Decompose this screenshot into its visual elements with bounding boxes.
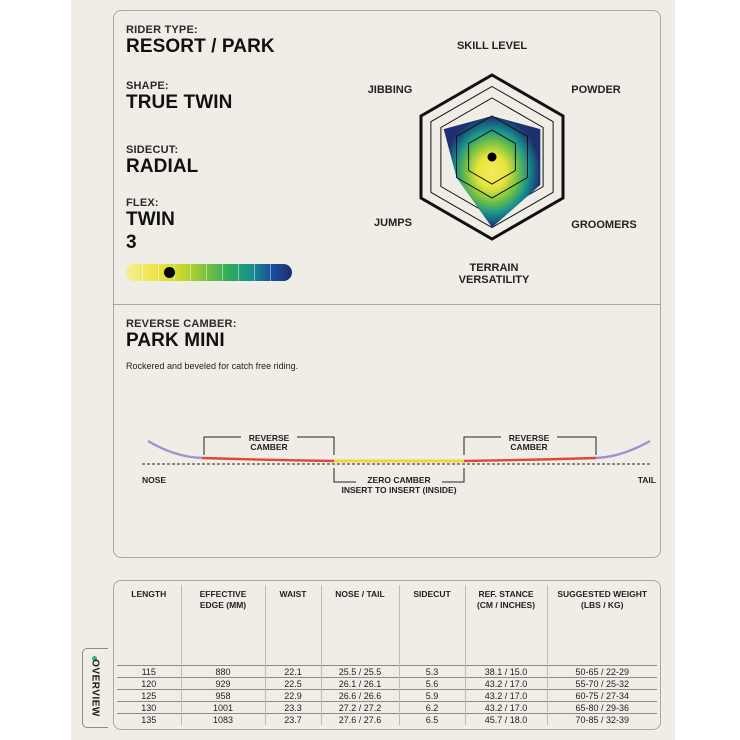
panel-divider: [113, 304, 661, 305]
flex-marker-dot: [164, 267, 175, 278]
column-header: [321, 585, 399, 666]
column-header: [547, 585, 657, 666]
rider-radar-chart: [360, 30, 660, 290]
flex-label: FLEX:: [126, 197, 159, 209]
table-cell: 115: [117, 666, 181, 678]
table-cell: 130: [117, 702, 181, 714]
table-cell: 50-65 / 22-29: [547, 666, 657, 678]
column-header-line: EDGE (MM): [199, 600, 247, 610]
flex-value: TWIN: [126, 209, 175, 230]
axis-label-terrain: TERRAIN: [469, 262, 519, 274]
rocker-right-profile: [464, 458, 596, 461]
camber-type-label: REVERSE CAMBER:: [126, 318, 237, 330]
flex-rating: 3: [126, 232, 137, 253]
column-header-line: (LBS / KG): [581, 600, 624, 610]
table-cell: 958: [181, 690, 265, 702]
radar-data-shape: [444, 116, 541, 228]
table-cell: 70-85 / 32-39: [547, 714, 657, 726]
table-row: [117, 666, 657, 678]
insert-label: INSERT TO INSERT (INSIDE): [341, 485, 457, 495]
table-row: [117, 678, 657, 690]
table-cell: 43.2 / 17.0: [465, 678, 547, 690]
table-cell: 120: [117, 678, 181, 690]
column-header-line: SUGGESTED WEIGHT: [557, 589, 648, 599]
table-cell: 25.5 / 25.5: [321, 666, 399, 678]
table-cell: 1001: [181, 702, 265, 714]
left-camber-label: CAMBER: [250, 442, 288, 452]
rider-type-label: RIDER TYPE:: [126, 24, 198, 36]
table-cell: 5.3: [399, 666, 465, 678]
axis-label-skill-level: SKILL LEVEL: [456, 40, 528, 52]
right-camber-label: CAMBER: [510, 442, 548, 452]
rider-type-value: RESORT / PARK: [126, 36, 275, 57]
camber-description: Rockered and beveled for catch free riding.: [126, 361, 299, 371]
column-header: [117, 585, 181, 666]
overview-tab-label: OVERVIEW: [89, 659, 101, 717]
column-header: [399, 585, 465, 666]
table-cell: 60-75 / 27-34: [547, 690, 657, 702]
table-cell: 22.1: [265, 666, 321, 678]
size-spec-table: [117, 585, 657, 725]
left-reverse-label: REVERSE: [248, 433, 290, 443]
table-cell: 1083: [181, 714, 265, 726]
table-cell: 27.6 / 27.6: [321, 714, 399, 726]
table-cell: 27.2 / 27.2: [321, 702, 399, 714]
axis-label-groomers: GROOMERS: [571, 219, 637, 231]
table-cell: 38.1 / 15.0: [465, 666, 547, 678]
table-cell: 125: [117, 690, 181, 702]
table-cell: 6.5: [399, 714, 465, 726]
column-header: [465, 585, 547, 666]
table-cell: 5.6: [399, 678, 465, 690]
table-row: [117, 690, 657, 702]
column-header: [181, 585, 265, 666]
table-row: [117, 702, 657, 714]
table-row: [117, 714, 657, 726]
shape-label: SHAPE:: [126, 80, 169, 92]
table-cell: 43.2 / 17.0: [465, 690, 547, 702]
table-cell: 6.2: [399, 702, 465, 714]
table-cell: 43.2 / 17.0: [465, 702, 547, 714]
table-cell: 135: [117, 714, 181, 726]
table-cell: 22.9: [265, 690, 321, 702]
right-reverse-label: REVERSE: [508, 433, 550, 443]
column-header-line: SIDECUT: [413, 589, 451, 599]
table-cell: 26.1 / 26.1: [321, 678, 399, 690]
table-cell: 23.7: [265, 714, 321, 726]
camber-profile-diagram: [130, 420, 660, 500]
column-header-line: NOSE / TAIL: [335, 589, 385, 599]
table-cell: 880: [181, 666, 265, 678]
column-header-line: WAIST: [279, 589, 307, 599]
table-cell: 55-70 / 25-32: [547, 678, 657, 690]
table-cell: 45.7 / 18.0: [465, 714, 547, 726]
tail-tip-profile: [596, 441, 650, 458]
axis-label-powder: POWDER: [571, 84, 621, 96]
axis-label-jumps: JUMPS: [374, 217, 412, 229]
axis-label-versatility: VERSATILITY: [458, 274, 530, 286]
axis-label-jibbing: JIBBING: [367, 84, 413, 96]
tail-label: TAIL: [637, 475, 656, 485]
sidecut-value: RADIAL: [126, 156, 199, 177]
column-header: [265, 585, 321, 666]
column-header-line: REF. STANCE: [478, 589, 534, 599]
column-header-line: LENGTH: [131, 589, 167, 599]
shape-value: TRUE TWIN: [126, 92, 233, 113]
nose-label: NOSE: [142, 475, 167, 485]
zero-camber-label: ZERO CAMBER: [367, 475, 431, 485]
table-cell: 65-80 / 29-36: [547, 702, 657, 714]
table-cell: 26.6 / 26.6: [321, 690, 399, 702]
column-header-line: (CM / INCHES): [476, 600, 536, 610]
table-cell: 929: [181, 678, 265, 690]
column-header-line: EFFECTIVE: [199, 589, 247, 599]
rocker-left-profile: [202, 458, 334, 461]
flex-scale-bar: [126, 264, 292, 281]
table-cell: 5.9: [399, 690, 465, 702]
table-cell: 23.3: [265, 702, 321, 714]
radar-center-dot: [488, 153, 497, 162]
nose-tip-profile: [148, 441, 202, 458]
camber-name: PARK MINI: [126, 330, 225, 351]
sidecut-label: SIDECUT:: [126, 144, 179, 156]
table-cell: 22.5: [265, 678, 321, 690]
